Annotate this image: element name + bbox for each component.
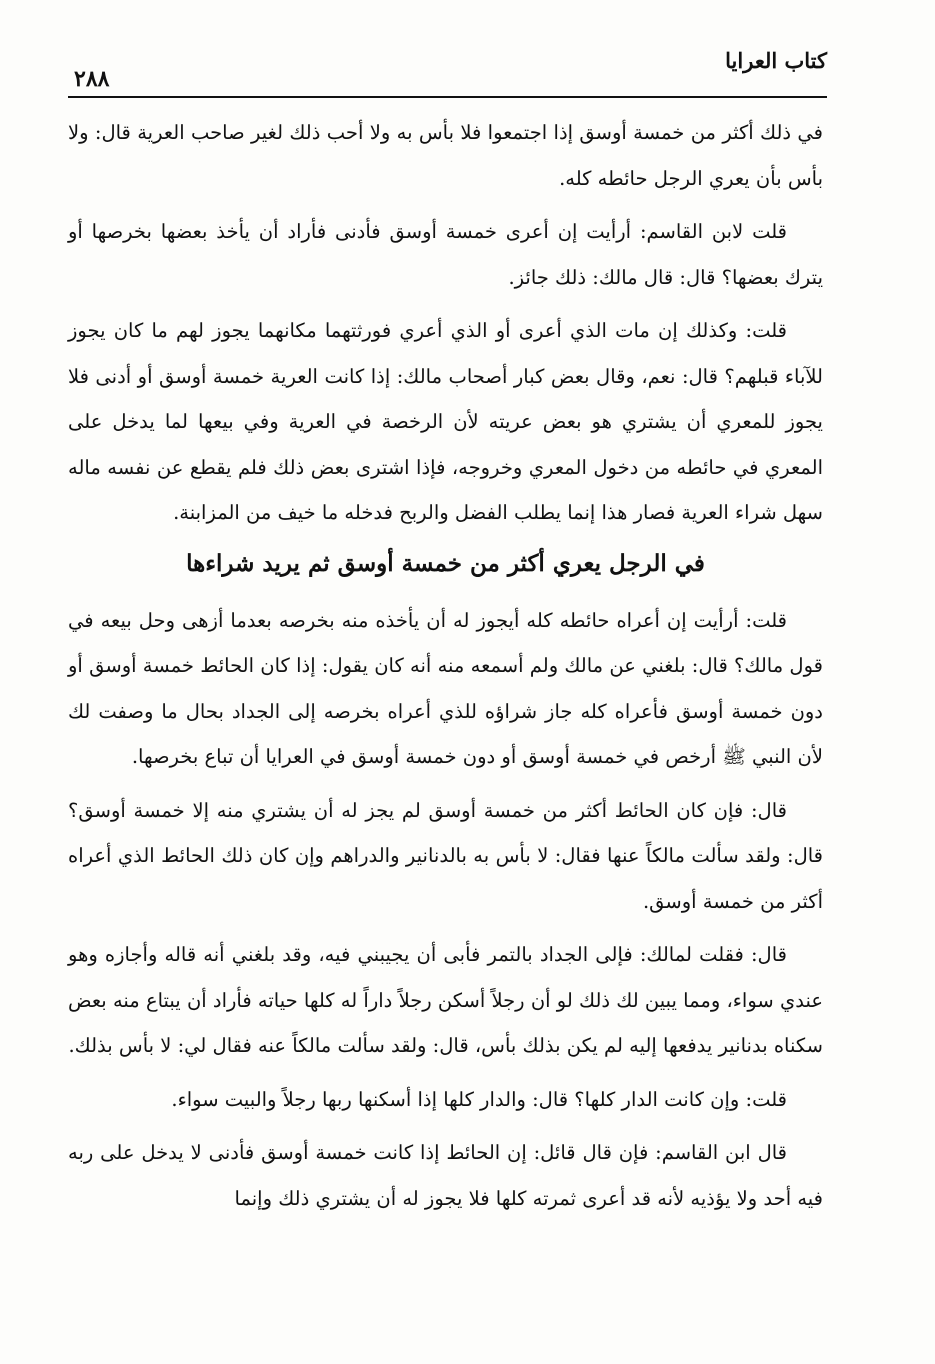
page-number: ٢٨٨	[74, 66, 110, 92]
paragraph: قلت: أرأيت إن أعراه حائطه كله أيجوز له أن يأخذه منه بخرصه بعدما أزهى وحل بيعه في قول مالك؟ قال: بلغني عن مالك ولم أسمعه منه أنه كان يقول: إذا كان الحائط خمسة أوسق أو دون خمسة أوسق فأعراه كله جاز شراؤه للذي أعراه بخرصه إلى الجداد بحال ما وصفت لك لأن النبي ﷺ أرخص في خمسة أوسق أو دون خمسة أوسق في العرايا أن تباع بخرصها.	[68, 608, 823, 768]
paragraph: قال ابن القاسم: فإن قال قائل: إن الحائط إذا كانت خمسة أوسق فأدنى لا يدخل على ربه فيه أحد ولا يؤذيه لأنه قد أعرى ثمرته كلها فلا يجوز له أن يشتري ذلك وإنما	[68, 1141, 823, 1210]
page-header	[68, 44, 827, 98]
paragraph: قال: فإن كان الحائط أكثر من خمسة أوسق لم يجز له أن يشتري منه إلا خمسة أوسق؟ قال: ولقد سألت مالكاً عنها فقال: لا بأس به بالدنانير والدراهم وإن كان ذلك الحائط الذي أعراه أكثر من خمسة أوسق.	[68, 798, 823, 913]
paragraph: قلت: وكذلك إن مات الذي أعرى أو الذي أعري فورثتهما مكانهما يجوز لهم ما كان يجوز للآباء قبلهم؟ قال: نعم، وقال بعض كبار أصحاب مالك: إذا كانت العرية خمسة أوسق أو أدنى فلا يجوز للمعري أن يشتري هو بعض عريته لأن الرخصة في العرية وفي بيعها لما يدخل على المعري في حائطه من دخول المعري وخروجه، فإذا اشترى بعض ذلك فلم يقطع عن نفسه ماله سهل شراء العرية فصار هذا إنما يطلب الفضل والربح فدخله ما خيف من المزابنة.	[68, 319, 823, 524]
paragraph: قال: فقلت لمالك: فإلى الجداد بالتمر فأبى أن يجيبني فيه، وقد بلغني أنه قاله وأجازه وهو عندي سواء، ومما يبين لك ذلك لو أن رجلاً أسكن رجلاً داراً له كلها حياته فأراد أن يبتاع منه بعض سكناه بدنانير يدفعها إليه لم يكن بذلك بأس، قال: ولقد سألت مالكاً عنه فقال لي: لا بأس بذلك.	[68, 943, 823, 1057]
paragraph: قلت لابن القاسم: أرأيت إن أعرى خمسة أوسق فأدنى فأراد أن يأخذ بعضها بخرصها أو يترك بعضها؟ قال: قال مالك: ذلك جائز.	[68, 220, 823, 289]
paragraph: قلت: وإن كانت الدار كلها؟ قال: والدار كلها إذا أسكنها ربها رجلاً والبيت سواء.	[171, 1087, 787, 1111]
chapter-title: كتاب العرايا	[725, 48, 827, 73]
page-body	[68, 110, 823, 1229]
section-heading: في الرجل يعري أكثر من خمسة أوسق ثم يريد شراءها	[186, 549, 705, 577]
paragraph: في ذلك أكثر من خمسة أوسق إذا اجتمعوا فلا بأس به ولا أحب ذلك لغير صاحب العرية قال: ولا بأس بأن يعري الرجل حائطه كله.	[68, 121, 823, 190]
